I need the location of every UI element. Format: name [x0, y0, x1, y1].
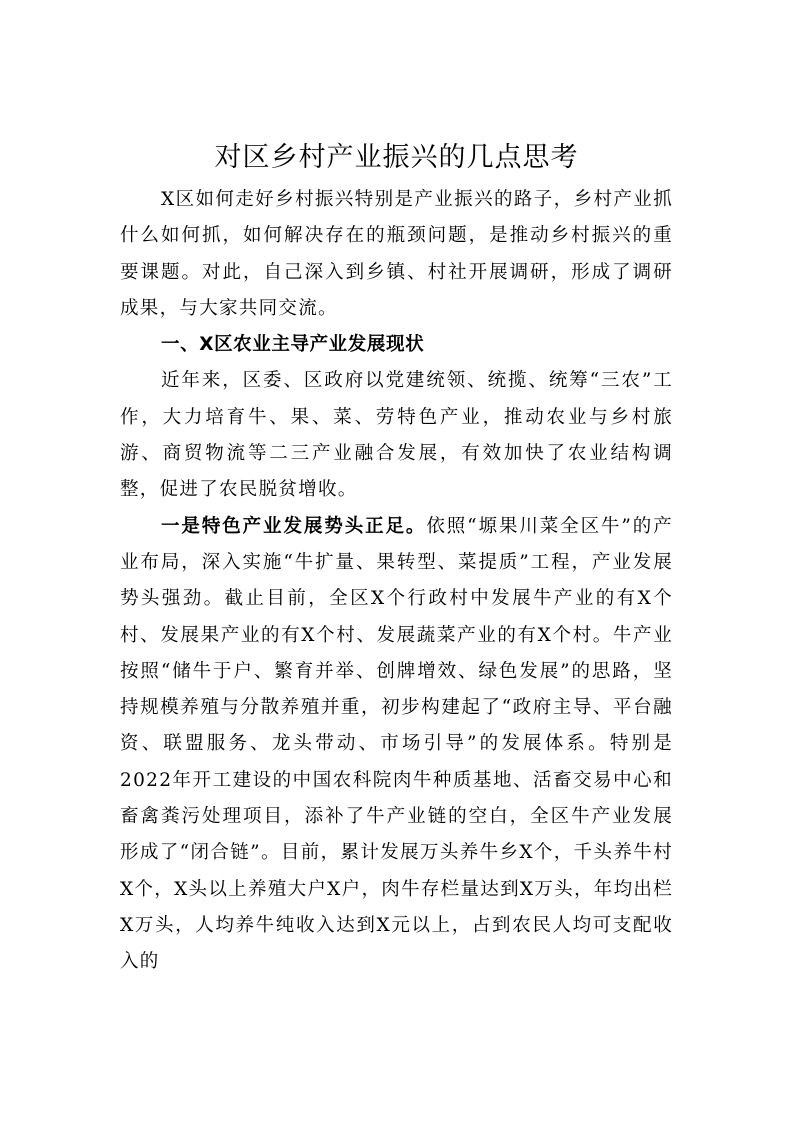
point-paragraph	[120, 509, 673, 981]
point-text: 依照“塬果川菜全区牛”的产业布局，深入实施“牛扩量、果转型、菜提质”工程，产业发展势头强劲。截止目前，全区X个行政村中发展牛产业的有X个村、发展果产业的有X个村、发展蔬菜产业的有X个村。牛产业按照“储牛于户、繁育并举、创牌增效、绿色发展”的思路，坚持规模养殖与分散养殖并重，初步构建起了“政府主导、平台融资、联盟服务、龙头带动、市场引导”的发展体系。特别是2022年开工建设的中国农科院肉牛种质基地、活畜交易中心和畜禽粪污处理项目，添补了牛产业链的空白，全区牛产业发展形成了“闭合链”。目前，累计发展万头养牛乡X个，千头养牛村X个，X头以上养殖大户X户，肉牛存栏量达到X万头，年均出栏X万头，人均养牛纯收入达到X元以上，占到农民人均可支配收入的	[120, 515, 673, 973]
document-body	[120, 182, 673, 981]
intro-paragraph: X区如何走好乡村振兴特别是产业振兴的路子，乡村产业抓什么如何抓，如何解决存在的瓶颈问题，是推动乡村振兴的重要课题。对此，自己深入到乡镇、村社开展调研，形成了调研成果，与大家共同交流。	[120, 189, 673, 319]
document-title: 对区乡村产业振兴的几点思考	[214, 142, 579, 173]
section-heading: 一、X区农业主导产业发展现状	[161, 334, 425, 356]
point-lead: 一是特色产业发展势头正足。	[161, 515, 427, 537]
section-paragraph: 近年来，区委、区政府以党建统领、统揽、统筹“三农”工作，大力培育牛、果、菜、劳特色产业，推动农业与乡村旅游、商贸物流等二三产业融合发展，有效加快了农业结构调整，促进了农民脱贫增收。	[120, 370, 673, 501]
